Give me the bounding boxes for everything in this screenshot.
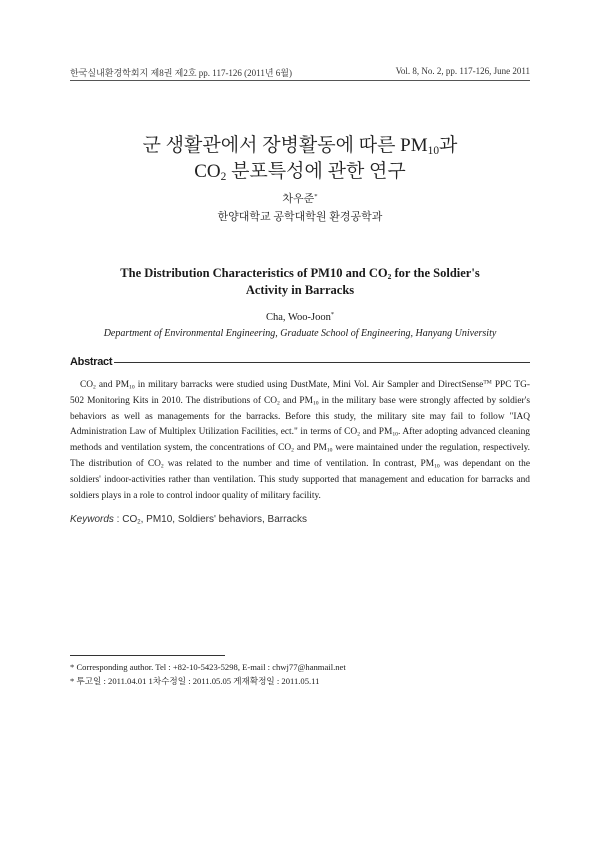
abstract-heading xyxy=(70,355,530,369)
english-title-line-1: The Distribution Characteristics of PM10 and $CO_2$ for the Soldier's xyxy=(120,266,480,281)
running-header-right: Vol. 8, No. 2, pp. 117-126, June 2011 xyxy=(395,66,530,76)
korean-title-line-2: $CO_2$ 분포특성에 관한 연구 xyxy=(194,161,406,183)
running-header-left: 한국실내환경학회지 제8권 제2호 pp. 117-126 (2011년 6월) xyxy=(70,68,292,78)
header-divider xyxy=(70,80,530,81)
english-title-line-2: Activity in Barracks xyxy=(245,283,355,297)
korean-affiliation: 한양대학교 공학대학원 환경공학과 xyxy=(217,211,383,223)
abstract-body xyxy=(70,378,530,504)
footnote-dates: * 투고일 : 2011.04.01 1차수정일 : 2011.05.05 게재확정일 : 2011.05.11 xyxy=(70,676,320,686)
keywords-line: Keywords : $CO_2$, PM10, Soldiers' behaviors, Barracks xyxy=(70,514,308,526)
english-department: Department of Environmental Engineering, Graduate School of Engineering, Hanyang University xyxy=(103,328,497,339)
abstract-rule xyxy=(114,362,530,363)
keywords-label: Keywords xyxy=(70,514,114,525)
footnote-divider xyxy=(70,655,225,656)
abstract-paragraph: $CO_2$ and $PM_{10}$ in military barracks were studied using DustMate, Mini Vol. Air Sampler and DirectSense™ PPC TG-502 Monitoring Kits in 2010. The distributions of $CO_2$ and $PM_{10}$ in the military base were strongly affected by soldier's behaviors as well as managements for the barracks. Before this study, the military site may fail to follow "IAQ Administration Law of Multiplex Utilization Facilities, ect." in terms of $CO_2$ and $PM_{10}$. After adopting advanced cleaning methods and ventilation system, the concentrations of $CO_2$ and $PM_{10}$ were maintained under the regulation, respectively. The distribution of $CO_2$ was related to the number and time of ventilation. In contrast, $PM_{10}$ was dependant on the soldiers' indoor-activities rather than ventilation. This study supported that management and education for barracks and soldiers plays in a role to control indoor quality of military facility. xyxy=(70,379,531,501)
english-author: Cha, Woo-Joon* xyxy=(265,311,335,323)
abstract-label: Abstract xyxy=(70,356,113,368)
korean-author: 차우준* xyxy=(282,193,318,205)
korean-title-line-1: 군 생활관에서 장병활동에 따른 $PM_{10}$과 xyxy=(142,135,458,157)
footnote-corresponding-author: * Corresponding author. Tel : +82-10-5423-5298, E-mail : chwj77@hanmail.net xyxy=(70,662,346,672)
